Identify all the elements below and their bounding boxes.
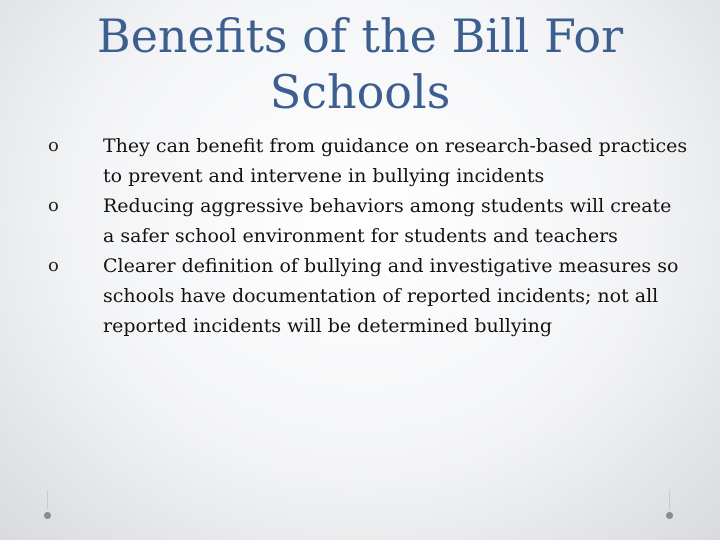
bullet-item <box>48 251 688 341</box>
bullet-item <box>48 191 688 251</box>
bullet-text: They can benefit from guidance on research-based practices to prevent and intervene in bullying incidents <box>103 135 688 187</box>
bullet-item <box>48 131 688 191</box>
bullet-text: Reducing aggressive behaviors among students will create a safer school environment for students and teachers <box>103 195 672 247</box>
decorative-rail-right <box>669 490 670 510</box>
bullet-list <box>48 131 688 341</box>
slide-title <box>60 8 660 120</box>
bullet-marker-icon: o <box>48 195 59 216</box>
slide-title-line-2: Schools <box>269 65 451 119</box>
slide-title-line-1: Benefits of the Bill For <box>96 9 624 63</box>
bullet-marker-icon: o <box>48 135 59 156</box>
bullet-text: Clearer definition of bullying and investigative measures so schools have documentation of reported incidents; not all reported incidents will be determined bullying <box>103 255 679 337</box>
bullet-marker-icon: o <box>48 255 59 276</box>
decorative-rail-left <box>47 490 48 510</box>
decorative-dot-left-icon <box>44 512 51 519</box>
decorative-dot-right-icon <box>666 512 673 519</box>
